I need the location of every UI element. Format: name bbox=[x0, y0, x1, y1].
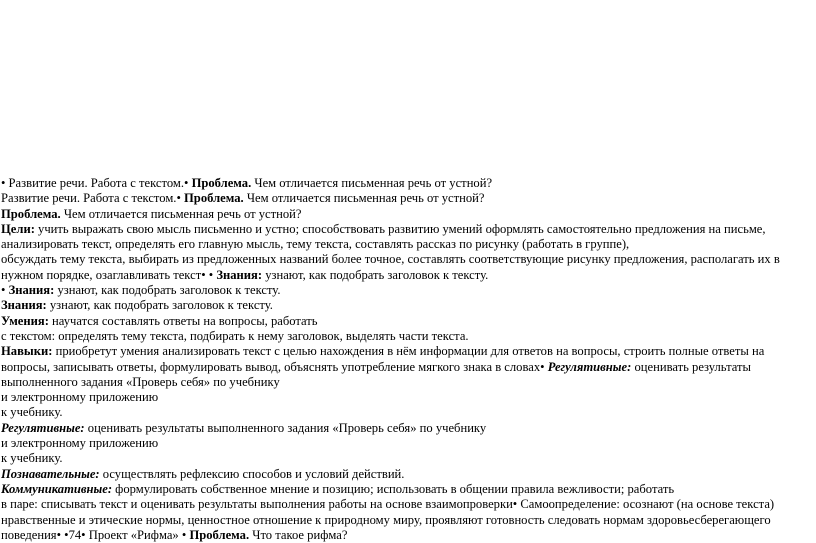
text-line-2 bbox=[1, 191, 813, 206]
line-text: осуществлять рефлексию способов и условий действий. bbox=[99, 466, 405, 481]
goals-paragraph bbox=[1, 222, 813, 253]
document-body bbox=[1, 176, 813, 543]
line-text: в паре: списывать текст и оценивать результаты выполнения работы на основе взаимопроверки• Самоопределение: осознают (на основе текста) нравственные и этические нормы, ценностное отношение к природному миру, проявляют готовность следовать нормам здоровьесберегающего поведения• •74• Проект «Рифма» • bbox=[1, 497, 775, 542]
pair-work-paragraph bbox=[1, 497, 813, 543]
goals-label: Цели: bbox=[1, 221, 35, 236]
text-line-6 bbox=[1, 283, 813, 298]
line-text: узнают, как подобрать заголовок к тексту. bbox=[262, 267, 489, 282]
line-text: к учебнику. bbox=[1, 451, 63, 466]
line-text: формулировать собственное мнение и позицию; использовать в общении правила вежливости; работать bbox=[112, 481, 675, 496]
problem-label: Проблема. bbox=[191, 176, 252, 190]
bullet: • bbox=[1, 283, 9, 298]
knowledge-label: Знания: bbox=[216, 267, 263, 282]
knowledge-label: Знания: bbox=[1, 298, 47, 313]
text-line-11 bbox=[1, 390, 813, 405]
line-text: Чем отличается письменная речь от устной? bbox=[251, 176, 493, 190]
discussion-paragraph bbox=[1, 252, 813, 283]
line-text: к учебнику. bbox=[1, 405, 63, 420]
line-text: узнают, как подобрать заголовок к тексту. bbox=[54, 283, 281, 298]
text-line-3 bbox=[1, 207, 813, 222]
text-line-9 bbox=[1, 329, 813, 344]
line-text: Чем отличается письменная речь от устной? bbox=[60, 206, 302, 221]
text-line-8 bbox=[1, 314, 813, 329]
line-text: Что такое рифма? bbox=[249, 527, 348, 542]
line-text: научатся составлять ответы на вопросы, работать bbox=[48, 313, 318, 328]
line-text: и электронному приложению bbox=[1, 390, 159, 405]
text-line-13 bbox=[1, 421, 813, 436]
text-line-7 bbox=[1, 298, 813, 313]
communicative-label: Коммуникативные: bbox=[1, 481, 113, 496]
goals-text: учить выражать свою мысль письменно и устно; способствовать развитию умений оформлять самостоятельно предложения на письме, анализировать текст, определять его главную мысль, тему текста, составлять рассказ по рисунку (работать в группе), bbox=[1, 221, 766, 252]
regulatory-label: Регулятивные: bbox=[1, 420, 85, 435]
text-line-14 bbox=[1, 436, 813, 451]
line-text: • Развитие речи. Работа с текстом.• bbox=[1, 176, 192, 190]
line-text: оценивать результаты выполненного задания «Проверь себя» по учебнику bbox=[84, 420, 487, 435]
problem-label: Проблема. bbox=[184, 191, 244, 206]
line-text: и электронному приложению bbox=[1, 436, 159, 451]
knowledge-label: Знания: bbox=[8, 283, 55, 298]
line-text: приобретут умения анализировать текст с целью нахождения в нём информации для ответов на вопросы, строить полные ответы на вопросы, записывать ответы, формулировать вывод, объяснять употребление мягкого знака в словах• bbox=[1, 344, 765, 374]
text-line-15 bbox=[1, 451, 813, 466]
text-line-12 bbox=[1, 405, 813, 420]
problem-label: Проблема. bbox=[189, 527, 250, 542]
line-text: обсуждать тему текста, выбирать из предложенных названий более точное, составлять соответствующие рисунку предложения, располагать их в нужном порядке, озаглавливать текст• • bbox=[1, 252, 780, 282]
abilities-label: Навыки: bbox=[1, 344, 53, 359]
line-text: Развитие речи. Работа с текстом.• bbox=[1, 191, 185, 206]
text-line-17 bbox=[1, 482, 813, 497]
text-line-16 bbox=[1, 467, 813, 482]
problem-label: Проблема. bbox=[1, 206, 61, 221]
text-line-1 bbox=[1, 176, 813, 191]
line-text: Чем отличается письменная речь от устной? bbox=[243, 191, 485, 206]
line-text: с текстом: определять тему текста, подбирать к нему заголовок, выделять части текста. bbox=[1, 328, 469, 343]
line-text: оценивать результаты выполненного задания «Проверь себя» по учебнику bbox=[1, 359, 751, 389]
line-text: узнают, как подобрать заголовок к тексту. bbox=[46, 298, 273, 313]
regulatory-label: Регулятивные: bbox=[547, 359, 632, 374]
abilities-paragraph bbox=[1, 344, 813, 390]
cognitive-label: Познавательные: bbox=[1, 466, 100, 481]
skills-label: Умения: bbox=[1, 313, 49, 328]
